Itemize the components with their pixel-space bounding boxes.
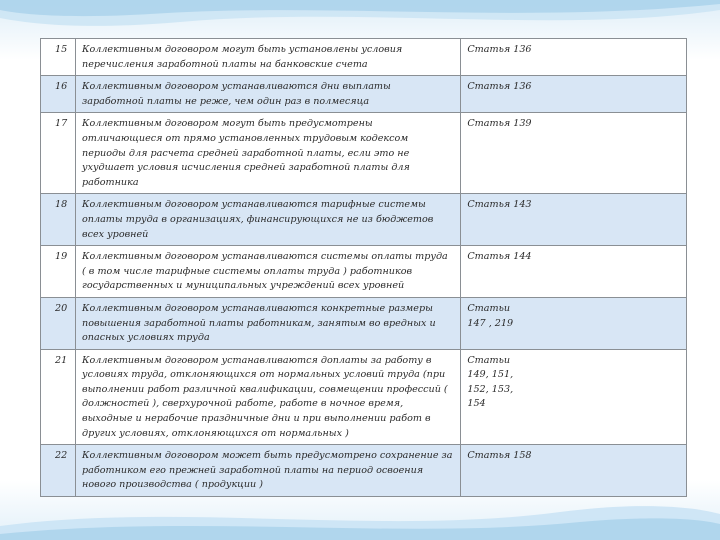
row-number: 20 [41,297,76,349]
article-line: 154 [467,398,486,410]
top-wave-decoration [0,0,720,40]
table-row [41,349,687,445]
row-article [461,194,687,246]
article-line: Статьи [467,354,511,366]
article-line: Статьи [467,302,511,314]
row-number: 21 [41,349,76,445]
row-text: Коллективным договором могут быть предусмотрены отличающиеся от прямо установленных трудовым кодексом периоды для расчета средней заработной платы, если это не ухудшает условия исчисления средней заработной платы для работника [76,113,461,194]
table-row [41,297,687,349]
row-article [461,297,687,349]
row-article [461,113,687,194]
labor-code-table [40,38,687,497]
table-row [41,39,687,76]
row-number: 17 [41,113,76,194]
row-number: 18 [41,194,76,246]
row-number: 16 [41,76,76,113]
table-row [41,194,687,246]
article-line: Статья 144 [467,251,532,263]
bottom-wave-decoration [0,496,720,540]
table-row [41,113,687,194]
row-text: Коллективным договором может быть предусмотрено сохранение за работником его прежней заработной платы на период освоения нового производства ( продукции ) [76,445,461,497]
table-row [41,76,687,113]
row-article [461,76,687,113]
row-text: Коллективным договором устанавливаются тарифные системы оплаты труда в организациях, финансирующихся не из бюджетов всех уровней [76,194,461,246]
row-article [461,39,687,76]
table-row [41,445,687,497]
article-line: Статья 143 [467,199,532,211]
table-row [41,246,687,298]
row-number: 22 [41,445,76,497]
row-article [461,445,687,497]
row-article [461,246,687,298]
article-line: Статья 136 [467,44,532,55]
article-line: Статья 136 [467,81,532,93]
row-text: Коллективным договором устанавливаются системы оплаты труда ( в том числе тарифные системы оплаты труда ) работников государственных и муниципальных учреждений всех уровней [76,246,461,298]
row-text: Коллективным договором устанавливаются дни выплаты заработной платы не реже, чем один раз в полмесяца [76,76,461,113]
row-text: Коллективным договором устанавливаются конкретные размеры повышения заработной платы работникам, занятым во вредных и опасных условиях труда [76,297,461,349]
row-number: 19 [41,246,76,298]
row-article [461,349,687,445]
article-line: 147 , 219 [467,317,514,329]
article-line: 152, 153, [467,383,514,395]
article-line: Статья 139 [467,118,532,130]
row-text: Коллективным договором устанавливаются доплаты за работу в условиях труда, отклоняющихся от нормальных условий труда (при выполнении работ различной квалификации, совмещении профессий ( должностей ), сверхурочной работе, работе в ночное время, выходные и нерабочие праздничные дни и при выполнении работ в других условиях, отклоняющихся от нормальных ) [76,349,461,445]
article-line: Статья 158 [467,450,532,462]
row-number: 15 [41,39,76,76]
article-line: 149, 151, [467,369,514,381]
row-text: Коллективным договором могут быть установлены условия перечисления заработной платы на банковские счета [76,39,461,76]
table-body [41,39,687,497]
